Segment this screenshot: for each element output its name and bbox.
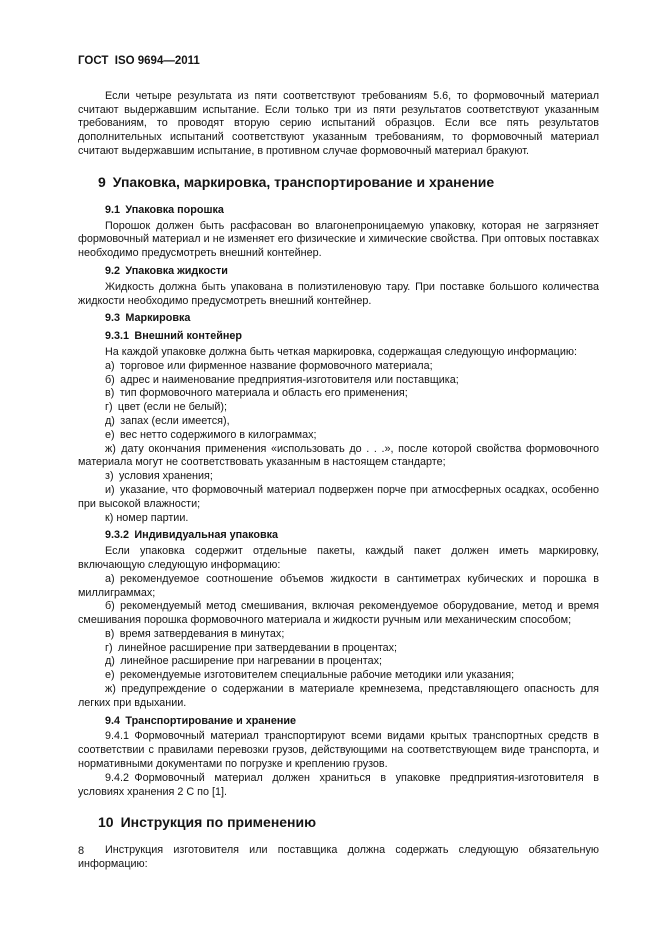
subsection-9-3-2-heading: 9.3.2 Индивидуальная упаковка — [105, 529, 279, 542]
list-item: в) тип формовочного материала и область его применения; — [105, 387, 408, 400]
list-item: к) номер партии. — [105, 511, 189, 524]
list-item: б) адрес и наименование предприятия-изготовителя или поставщика; — [105, 373, 459, 386]
list-item: ж) предупреждение о содержании в материале кремнезема, представляющего опасность для легких при вдыхании. — [78, 683, 599, 709]
page-number: 8 — [78, 845, 85, 857]
section-9-heading: 9 Упаковка, маркировка, транспортирование и хранение — [98, 173, 495, 190]
subsection-9-2-paragraph: Жидкость должна быть упакована в полиэтиленовую тару. При поставке большого количества жидкости необходимо предусмотреть внешний контейнер. — [78, 280, 599, 307]
list-item: г) цвет (если не белый); — [105, 401, 228, 414]
list-item: ж) дату окончания применения «использовать до . . .», после которой свойства формовочного материала могут не соответствовать указанным в настоящем стандарте; — [78, 442, 599, 469]
subsection-9-3-1-heading: 9.3.1 Внешний контейнер — [105, 330, 242, 343]
subsection-9-3-1-intro: На каждой упаковке должна быть четкая маркировка, содержащая следующую информацию: — [105, 345, 577, 358]
intro-paragraph: Если четыре результата из пяти соответствуют требованиям 5.6, то формовочный материал считают выдержавшим испытание. Если только три из пяти результатов соответствуют указанным требованиям, то проводят вторую серию испытаний образцов. Если все пять результатов дополнительных испытаний соответствуют указанным требованиям, то формовочный материал считают выдержавшим испытание, в противном случае формовочный материал бракуют. — [78, 89, 599, 157]
subsection-9-3-2-intro: Если упаковка содержит отдельные пакеты, каждый пакет должен иметь маркировку, включающую следующую информацию: — [78, 545, 599, 571]
list-item: г) линейное расширение при затвердевании в процентах; — [105, 641, 398, 654]
subsection-9-3-heading: 9.3 Маркировка — [105, 312, 191, 325]
list-item: е) рекомендуемые изготовителем специальные рабочие методики или указания; — [105, 669, 515, 682]
list-item: б) рекомендуемый метод смешивания, включая рекомендуемое оборудование, метод и время смешивания порошка формовочного материала и жидкости ручным или механическим способом; — [78, 600, 599, 627]
subsection-9-4-1-paragraph: 9.4.1 Формовочный материал транспортируют всеми видами крытых транспортных средств в соответствии с правилами перевозки грузов, действующими на соответствующем виде транспорта, и нормативными документами по погрузке и креплению грузов. — [78, 730, 599, 771]
list-item: а) торговое или фирменное название формовочного материала; — [105, 359, 433, 372]
subsection-9-1-paragraph: Порошок должен быть расфасован во влагонепроницаемую упаковку, которая не загрязняет формовочный материал и не изменяет его физические и химические свойства. При оптовых поставках необходимо предусмотреть внешний контейнер. — [78, 219, 599, 260]
section-10-heading: 10 Инструкция по применению — [98, 814, 317, 831]
list-item: д) линейное расширение при нагревании в процентах; — [105, 655, 382, 668]
subsection-9-4-2-paragraph: 9.4.2 Формовочный материал должен храниться в упаковке предприятия-изготовителя в условиях хранения 2 С по [1]. — [78, 771, 599, 798]
subsection-9-2-heading: 9.2 Упаковка жидкости — [105, 264, 228, 277]
list-item: д) запах (если имеется), — [105, 414, 230, 427]
list-item: в) время затвердевания в минутах; — [105, 627, 285, 640]
subsection-9-4-heading: 9.4 Транспортирование и хранение — [105, 714, 296, 727]
standard-designation-header: ГОСТ ISO 9694—2011 — [78, 55, 200, 67]
subsection-9-1-heading: 9.1 Упаковка порошка — [105, 203, 224, 216]
list-item: е) вес нетто содержимого в килограммах; — [105, 428, 317, 441]
list-item: и) указание, что формовочный материал подвержен порче при атмосферных осадках, особенно при высокой влажности; — [78, 483, 599, 510]
list-item: з) условия хранения; — [105, 470, 213, 483]
section-10-paragraph: Инструкция изготовителя или поставщика должна содержать следующую обязательную информацию: — [78, 844, 599, 871]
list-item: а) рекомендуемое соотношение объемов жидкости в сантиметрах кубических и порошка в миллиграммах; — [78, 572, 599, 599]
